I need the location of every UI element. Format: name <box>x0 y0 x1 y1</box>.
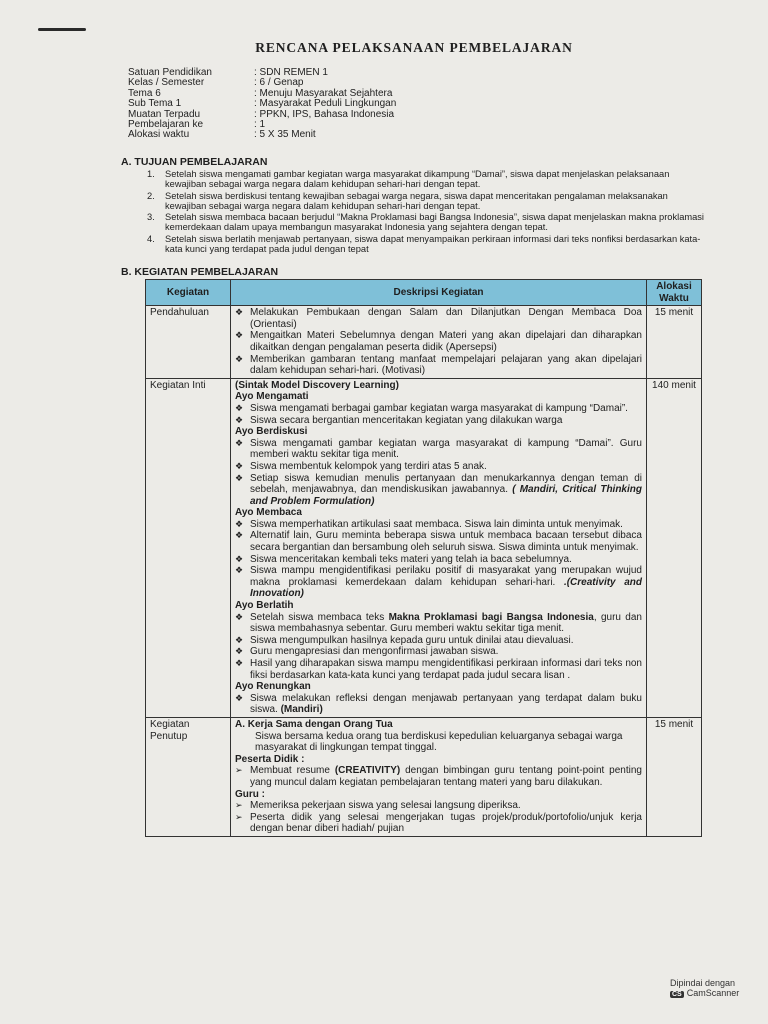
list-item <box>235 800 642 812</box>
section-a-heading: A. TUJUAN PEMBELAJARAN <box>121 156 268 168</box>
list-item <box>235 635 642 647</box>
stage-label: Kegiatan Inti <box>146 378 231 717</box>
list-item <box>147 212 707 233</box>
item-text: Siswa mampu mengidentifikasi perilaku positif di masyarakat yang merupakan wujud makna proklamasi kemerdekaan dalam kehidupan sehari-hari. <box>250 565 642 588</box>
list-item-content <box>250 693 642 716</box>
bullet-icon: ❖ <box>235 634 244 645</box>
watermark-text: CamScanner <box>686 988 740 998</box>
list-item <box>235 565 642 600</box>
item-text: Siswa memperhatikan artikulasi saat membaca. Siswa lain diminta untuk menyimak. <box>250 518 623 530</box>
item-text: Memberikan gambaran tentang manfaat mempelajari pelajaran yang akan dipelajari dalam kehidupan sehari-hari. (Motivasi) <box>250 353 642 377</box>
list-item-content <box>250 473 642 508</box>
stage-description <box>231 717 647 836</box>
item-text: Siswa bersama kedua orang tua berdiskusi kepedulian keluarganya sebagai warga masyarakat di lingkungan tempat tinggal. <box>255 730 623 754</box>
item-number: 1. <box>147 169 155 179</box>
subsection-title: Ayo Berlatih <box>235 600 294 612</box>
subsection-title: A. Kerja Sama dengan Orang Tua <box>235 718 393 730</box>
item-text: dengan bimbingan guru tentang point-point penting yang muncul dalam kegiatan pembelajaran tentang materi yang baru dilakukan. <box>250 765 642 788</box>
bullet-icon: ❖ <box>235 692 244 703</box>
arrow-icon: ➢ <box>235 800 243 811</box>
item-text: Siswa membentuk kelompok yang terdiri atas 5 anak. <box>250 460 487 472</box>
bullet-icon: ❖ <box>235 402 244 413</box>
table-row <box>146 717 702 836</box>
arrow-icon: ➢ <box>235 765 243 776</box>
bullet-icon: ❖ <box>235 437 244 448</box>
identity-label: Kelas / Semester <box>128 77 205 89</box>
item-text: Mengaitkan Materi Sebelumnya dengan Materi yang akan dipelajari dan diharapkan dikaitkan dengan pengalaman peserta didik (Apersepsi) <box>250 330 642 353</box>
item-text: Guru mengapresiasi dan mengonfirmasi jawaban siswa. <box>250 646 499 658</box>
identity-value: : Menuju Masyarakat Sejahtera <box>254 87 393 99</box>
watermark-text: Dipindai dengan <box>670 978 736 988</box>
item-text: Setelah siswa berlatih menjawab pertanyaan, siswa dapat menyampaikan perkiraan informasi dari teks nonfiksi berdasarkan kata-kata kunci yang terdapat pada judul dengan tepat <box>165 233 701 255</box>
list-item <box>147 169 707 190</box>
item-text: Setelah siswa berdiskusi tentang kewajiban sebagai warga negara, siswa dapat menceritakan pengalaman melaksanakan kewajiban sebagai warga negara dalam kehidupan sehari-hari dengan tepat. <box>165 190 668 211</box>
list-item <box>235 354 642 377</box>
bullet-icon: ❖ <box>235 518 244 529</box>
identity-value: : 1 <box>254 119 266 131</box>
header-kegiatan: Kegiatan <box>146 280 231 306</box>
bullet-icon: ❖ <box>235 658 244 668</box>
subsection-title: Ayo Mengamati <box>235 391 309 403</box>
list-item <box>147 191 707 212</box>
item-text: Memeriksa pekerjaan siswa yang selesai langsung diperiksa. <box>250 800 521 812</box>
competency-tag: (Mandiri) <box>280 704 323 716</box>
bullet-icon: ❖ <box>235 646 244 657</box>
list-item <box>235 554 642 566</box>
table-row <box>146 378 702 717</box>
list-item <box>235 693 642 716</box>
identity-value: : 6 / Genap <box>254 77 304 89</box>
stage-description <box>231 306 647 379</box>
subsection-title: Ayo Renungkan <box>235 681 311 693</box>
subsection-title: Ayo Berdiskusi <box>235 426 308 438</box>
scan-mark <box>38 28 86 31</box>
item-text: Siswa menceritakan kembali teks materi yang telah ia baca sebelumnya. <box>250 553 572 565</box>
item-number: 2. <box>147 190 155 201</box>
item-text: Setelah siswa membaca teks <box>250 611 389 623</box>
competency-tag: ( Mandiri, Critical Thinking and Problem Formulation) <box>250 484 642 507</box>
identity-label: Pembelajaran ke <box>128 119 204 131</box>
list-item <box>235 473 642 508</box>
list-item <box>235 812 642 835</box>
list-item <box>235 530 642 553</box>
list-item <box>235 330 642 353</box>
list-item <box>147 234 707 255</box>
bullet-icon: ❖ <box>235 611 244 622</box>
bullet-icon: ❖ <box>235 530 244 541</box>
list-item <box>235 415 642 427</box>
identity-label: Tema 6 <box>128 87 161 99</box>
list-item <box>235 403 642 415</box>
activities-table <box>145 279 702 837</box>
list-item <box>235 765 642 788</box>
stage-label: Pendahuluan <box>146 306 231 379</box>
section-b-heading: B. KEGIATAN PEMBELAJARAN <box>121 266 279 278</box>
item-text: Siswa mengumpulkan hasilnya kepada guru untuk dinilai atau dievaluasi. <box>250 634 574 646</box>
identity-value: : PPKN, IPS, Bahasa Indonesia <box>254 108 395 120</box>
item-text: Siswa melakukan refleksi dengan menjawab pertanyaan yang terdapat dalam buku siswa. <box>250 692 642 716</box>
identity-row <box>128 130 396 140</box>
identity-label: Muatan Terpadu <box>128 108 201 120</box>
competency-tag: (CREATIVITY) <box>334 765 401 777</box>
list-item-content <box>250 765 642 788</box>
header-deskripsi: Deskripsi Kegiatan <box>231 280 647 306</box>
stage-time: 15 menit <box>647 717 702 836</box>
item-text: Setiap siswa kemudian menulis pertanyaan dan menukarkannya dengan teman di sebelah, menjawabnya, dan mendiskusikan jawabannya. <box>250 472 642 496</box>
identity-value: : SDN REMEN 1 <box>254 67 328 78</box>
watermark-brand <box>670 988 739 998</box>
list-item <box>235 646 642 658</box>
list-item <box>235 438 642 461</box>
item-text: , guru dan siswa membahasnya sebentar. Guru memberi waktu sekitar tiga menit. <box>250 611 642 635</box>
document-title: RENCANA PELAKSANAAN PEMBELAJARAN <box>255 40 573 55</box>
bullet-icon: ❖ <box>235 414 244 425</box>
identity-block <box>128 68 396 141</box>
list-item <box>235 461 642 473</box>
identity-label: Alokasi waktu <box>128 129 190 141</box>
list-item <box>235 307 642 330</box>
bullet-icon: ❖ <box>235 460 244 471</box>
item-text: Peserta didik yang selesai mengerjakan tugas projek/produk/portofolio/unjuk kerja dengan benar diberi hadiah/ pujian <box>250 811 642 835</box>
item-text: Siswa secara bergantian menceritakan kegiatan yang dilakukan warga <box>250 414 563 426</box>
subsection-title: Ayo Membaca <box>235 507 302 519</box>
list-item <box>235 519 642 531</box>
list-item-content <box>250 565 642 600</box>
item-text: Setelah siswa mengamati gambar kegiatan warga masyarakat dikampung “Damai”, siswa dapat menjelaskan pelaksanaan kewajiban sebagai warga negara dalam kehidupan sehari-hari dengan tepat. <box>165 169 670 190</box>
camscanner-logo-icon: CS <box>672 991 682 998</box>
identity-value: : 5 X 35 Menit <box>254 129 316 141</box>
list-item <box>235 658 642 681</box>
item-number: 4. <box>147 233 155 244</box>
camscanner-watermark <box>670 978 739 998</box>
bullet-icon: ❖ <box>235 353 244 364</box>
item-text: Membuat resume <box>250 765 335 777</box>
item-text: Melakukan Pembukaan dengan Salam dan Dilanjutkan Dengan Membaca Doa (Orientasi) <box>250 307 642 330</box>
competency-tag: .(Creativity and Innovation) <box>250 576 642 600</box>
identity-label: Sub Tema 1 <box>128 98 182 110</box>
bullet-icon: ❖ <box>235 553 244 564</box>
bullet-icon: ❖ <box>235 307 244 318</box>
bold-title: Makna Proklamasi bagi Bangsa Indonesia <box>388 611 594 623</box>
identity-label: Satuan Pendidikan <box>128 67 212 78</box>
stage-description <box>231 378 647 717</box>
header-alokasi: Alokasi Waktu <box>647 280 702 306</box>
bullet-icon: ❖ <box>235 565 244 576</box>
subsection-title: Guru : <box>235 788 265 800</box>
item-text: Siswa mengamati gambar kegiatan warga masyarakat di kampung “Damai”. Guru memberi waktu sekitar tiga menit. <box>250 437 642 461</box>
item-text: Hasil yang diharapakan siswa mampu mengidentifikasi perkiraan informasi dari teks non fiksi berdasarkan kata-kata kunci yang terdapat pada judul secara lisan . <box>250 658 642 681</box>
bullet-icon: ❖ <box>235 472 244 483</box>
table-row <box>146 306 702 379</box>
item-text: Siswa mengamati berbagai gambar kegiatan warga masyarakat di kampung “Damai”. <box>250 402 628 414</box>
bullet-icon: ❖ <box>235 330 244 341</box>
table-header-row <box>146 280 702 306</box>
arrow-icon: ➢ <box>235 811 243 822</box>
subsection-title: Peserta Didik : <box>235 753 305 765</box>
stage-time: 15 menit <box>647 306 702 379</box>
list-item-content <box>250 612 642 635</box>
sintak-heading: (Sintak Model Discovery Learning) <box>235 379 399 391</box>
stage-time: 140 menit <box>647 378 702 717</box>
item-text: Alternatif lain, Guru meminta beberapa siswa untuk membaca bacaan tersebut dibaca secara bergantian dan bersambung oleh seluruh siswa. Siswa diminta untuk menyimak. <box>250 530 642 554</box>
identity-value: : Masyarakat Peduli Lingkungan <box>254 98 397 110</box>
item-text: Setelah siswa membaca bacaan berjudul “Makna Proklamasi bagi Bangsa Indonesia”, siswa dapat menjelaskan makna proklamasi kemerdekaan dalam upaya membangun masyarakat Indonesia yang sejahtera dengan tepat. <box>165 212 704 233</box>
item-number: 3. <box>147 212 155 223</box>
list-item <box>235 612 642 635</box>
stage-label: Kegiatan Penutup <box>146 717 231 836</box>
objectives-list <box>147 169 707 255</box>
